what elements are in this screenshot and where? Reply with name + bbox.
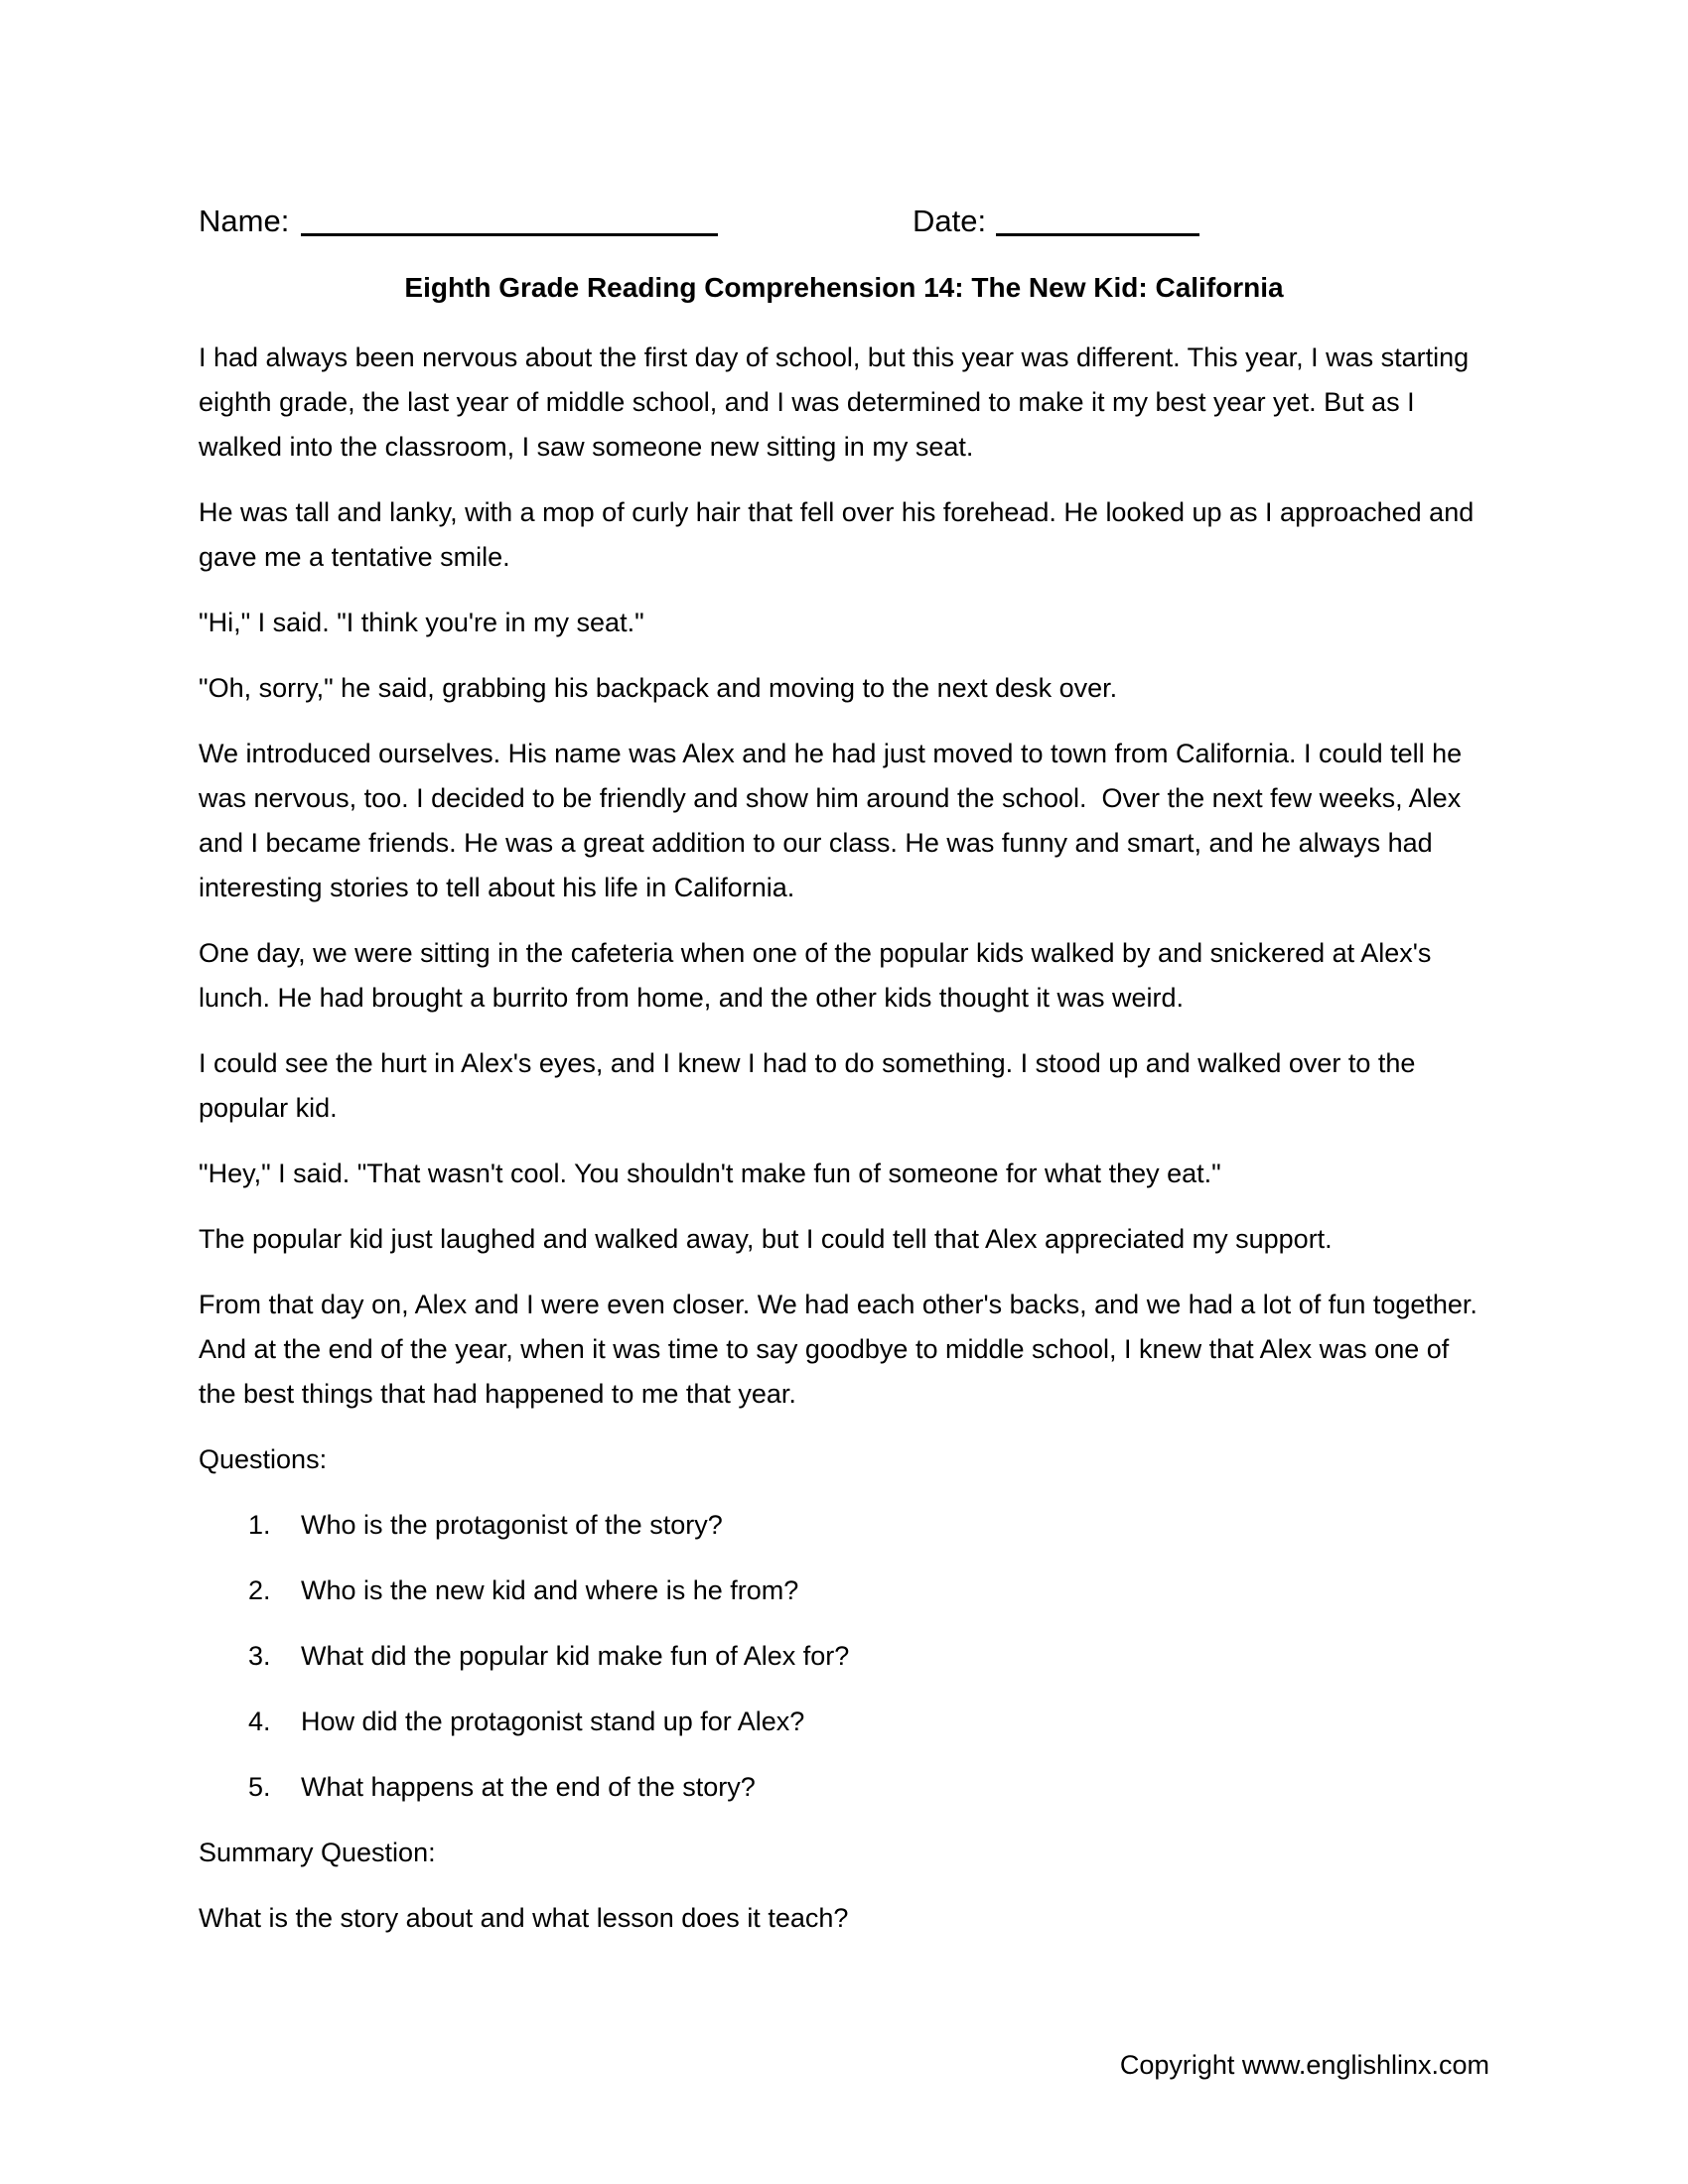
- story-paragraph: One day, we were sitting in the cafeteria when one of the popular kids walked by and snickered at Alex's lunch. He had brought a burrito from home, and the other kids thought it was weird.: [199, 938, 1439, 1013]
- summary-question-text: What is the story about and what lesson does it teach?: [199, 1903, 849, 1933]
- date-group: [913, 199, 1199, 243]
- question-item: [199, 1634, 1489, 1679]
- question-number: 5.: [248, 1772, 271, 1802]
- story-text: [199, 336, 1489, 1417]
- question-item: [199, 1503, 1489, 1548]
- date-label: Date:: [913, 204, 987, 238]
- question-item: [199, 1700, 1489, 1744]
- story-paragraph: I had always been nervous about the first day of school, but this year was different. This year, I was starting eighth grade, the last year of middle school, and I was determined to make it my best year yet. But as I walked into the classroom, I saw someone new sitting in my seat.: [199, 342, 1477, 462]
- header-row: [199, 199, 1489, 243]
- question-text: Who is the protagonist of the story?: [301, 1510, 723, 1540]
- story-paragraph: "Hey," I said. "That wasn't cool. You shouldn't make fun of someone for what they eat.": [199, 1159, 1221, 1188]
- question-number: 1.: [248, 1510, 271, 1540]
- question-number: 2.: [248, 1575, 271, 1605]
- story-paragraph: He was tall and lanky, with a mop of curly hair that fell over his forehead. He looked up as I approached and gave me a tentative smile.: [199, 497, 1481, 572]
- name-blank-line: [301, 233, 718, 236]
- document-body: [199, 0, 1489, 1962]
- questions-heading: Questions:: [199, 1444, 328, 1474]
- story-paragraph: "Hi," I said. "I think you're in my seat.": [199, 608, 644, 637]
- story-paragraph: We introduced ourselves. His name was Alex and he had just moved to town from California. I could tell he was nervous, too. I decided to be friendly and show him around the school. Over the next few weeks, Alex and I became friends. He was a great addition to our class. He was funny and smart, and he always had interesting stories to tell about his life in California.: [199, 739, 1470, 902]
- question-text: What happens at the end of the story?: [301, 1772, 756, 1802]
- question-number: 4.: [248, 1706, 271, 1736]
- story-paragraph: I could see the hurt in Alex's eyes, and I knew I had to do something. I stood up and walked over to the popular kid.: [199, 1048, 1423, 1123]
- question-text: Who is the new kid and where is he from?: [301, 1575, 799, 1605]
- summary-question-heading: Summary Question:: [199, 1838, 436, 1867]
- question-text: What did the popular kid make fun of Alex for?: [301, 1641, 850, 1671]
- questions-list: [199, 1503, 1489, 1810]
- question-item: [199, 1765, 1489, 1810]
- story-paragraph: The popular kid just laughed and walked away, but I could tell that Alex appreciated my support.: [199, 1224, 1333, 1254]
- copyright-notice: Copyright www.englishlinx.com: [1119, 2050, 1489, 2080]
- name-label: Name:: [199, 204, 290, 238]
- question-text: How did the protagonist stand up for Alex?: [301, 1706, 805, 1736]
- question-item: [199, 1569, 1489, 1613]
- worksheet-title: Eighth Grade Reading Comprehension 14: The New Kid: California: [404, 272, 1284, 303]
- story-paragraph: From that day on, Alex and I were even closer. We had each other's backs, and we had a lot of fun together. And at the end of the year, when it was time to say goodbye to middle school, I knew that Alex was one of the best things that had happened to me that year.: [199, 1290, 1483, 1409]
- date-blank-line: [996, 233, 1199, 236]
- question-number: 3.: [248, 1641, 271, 1671]
- story-paragraph: "Oh, sorry," he said, grabbing his backpack and moving to the next desk over.: [199, 673, 1118, 703]
